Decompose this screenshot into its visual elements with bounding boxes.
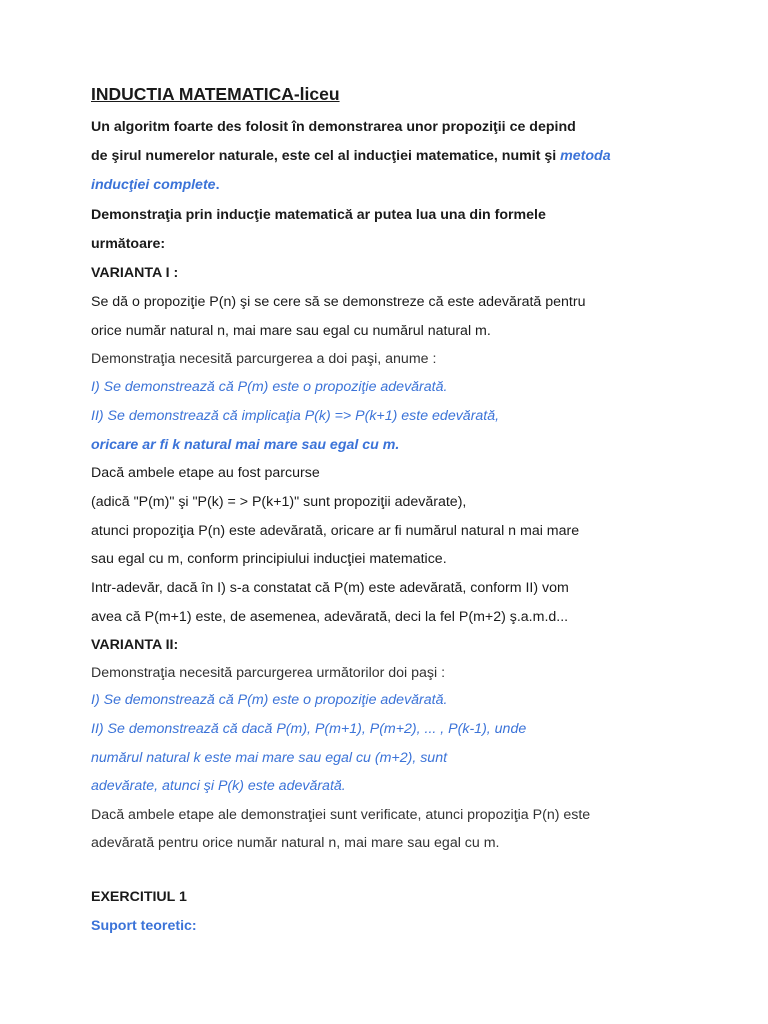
v1-line-2: orice număr natural n, mai mare sau egal cu numărul natural m.: [91, 323, 491, 339]
v1-line-7: Dacă ambele etape au fost parcurse: [91, 465, 320, 481]
v1-line-11: Intr-adevăr, dacă în I) s-a constatat că P(m) este adevărată, conform II) vom: [91, 580, 569, 596]
metoda-highlight: metoda: [560, 148, 611, 164]
v1-line-3: Demonstraţia necesită parcurgerea a doi paşi, anume :: [91, 351, 437, 367]
document-title: INDUCTIA MATEMATICA-liceu: [91, 84, 340, 104]
intro-line-5: următoare:: [91, 236, 166, 252]
intro-line-1: Un algoritm foarte des folosit în demonstrarea unor propoziţii ce depind: [91, 119, 576, 135]
v1-step-2-cont: oricare ar fi k natural mai mare sau egal cu m.: [91, 437, 400, 453]
v2-line-7: adevărată pentru orice număr natural n, mai mare sau egal cu m.: [91, 835, 500, 851]
v1-line-10: sau egal cu m, conform principiului inducţiei matematice.: [91, 551, 447, 567]
suport-teoretic-heading: Suport teoretic:: [91, 918, 197, 934]
varianta-1-heading: VARIANTA I :: [91, 265, 179, 281]
v1-step-2: II) Se demonstrează că implicaţia P(k) => P(k+1) este edevărată,: [91, 408, 500, 424]
v1-line-9: atunci propoziţia P(n) este adevărată, oricare ar fi numărul natural n mai mare: [91, 523, 580, 539]
v2-step-1: I) Se demonstrează că P(m) este o propoziţie adevărată.: [91, 692, 448, 708]
varianta-2-heading: VARIANTA II:: [91, 637, 179, 653]
inductiei-complete-highlight: inducţiei complete: [91, 177, 216, 193]
exercitiu-heading: EXERCITIUL 1: [91, 889, 187, 905]
v2-line-6: Dacă ambele etape ale demonstraţiei sunt verificate, atunci propoziţia P(n) este: [91, 807, 591, 823]
intro-line-2: de şirul numerelor naturale, este cel al inducţiei matematice, numit şi metoda: [91, 148, 611, 164]
intro-line-4: Demonstraţia prin inducţie matematică ar putea lua una din formele: [91, 207, 546, 223]
v2-line-1: Demonstraţia necesită parcurgerea următorilor doi paşi :: [91, 665, 446, 681]
v1-line-8: (adică "P(m)" şi "P(k) = > P(k+1)" sunt propoziţii adevărate),: [91, 494, 467, 510]
v1-step-1: I) Se demonstrează că P(m) este o propoziţie adevărată.: [91, 379, 448, 395]
v2-step-2: II) Se demonstrează că dacă P(m), P(m+1), P(m+2), ... , P(k-1), unde: [91, 721, 527, 737]
intro-line-3: inducţiei complete.: [91, 177, 220, 193]
v1-line-12: avea că P(m+1) este, de asemenea, adevărată, deci la fel P(m+2) ş.a.m.d...: [91, 609, 569, 625]
v1-line-1: Se dă o propoziţie P(n) şi se cere să se demonstreze că este adevărată pentru: [91, 294, 586, 310]
v2-step-2-cont: numărul natural k este mai mare sau egal cu (m+2), sunt: [91, 750, 448, 766]
v2-step-2-end: adevărate, atunci şi P(k) este adevărată.: [91, 778, 346, 794]
